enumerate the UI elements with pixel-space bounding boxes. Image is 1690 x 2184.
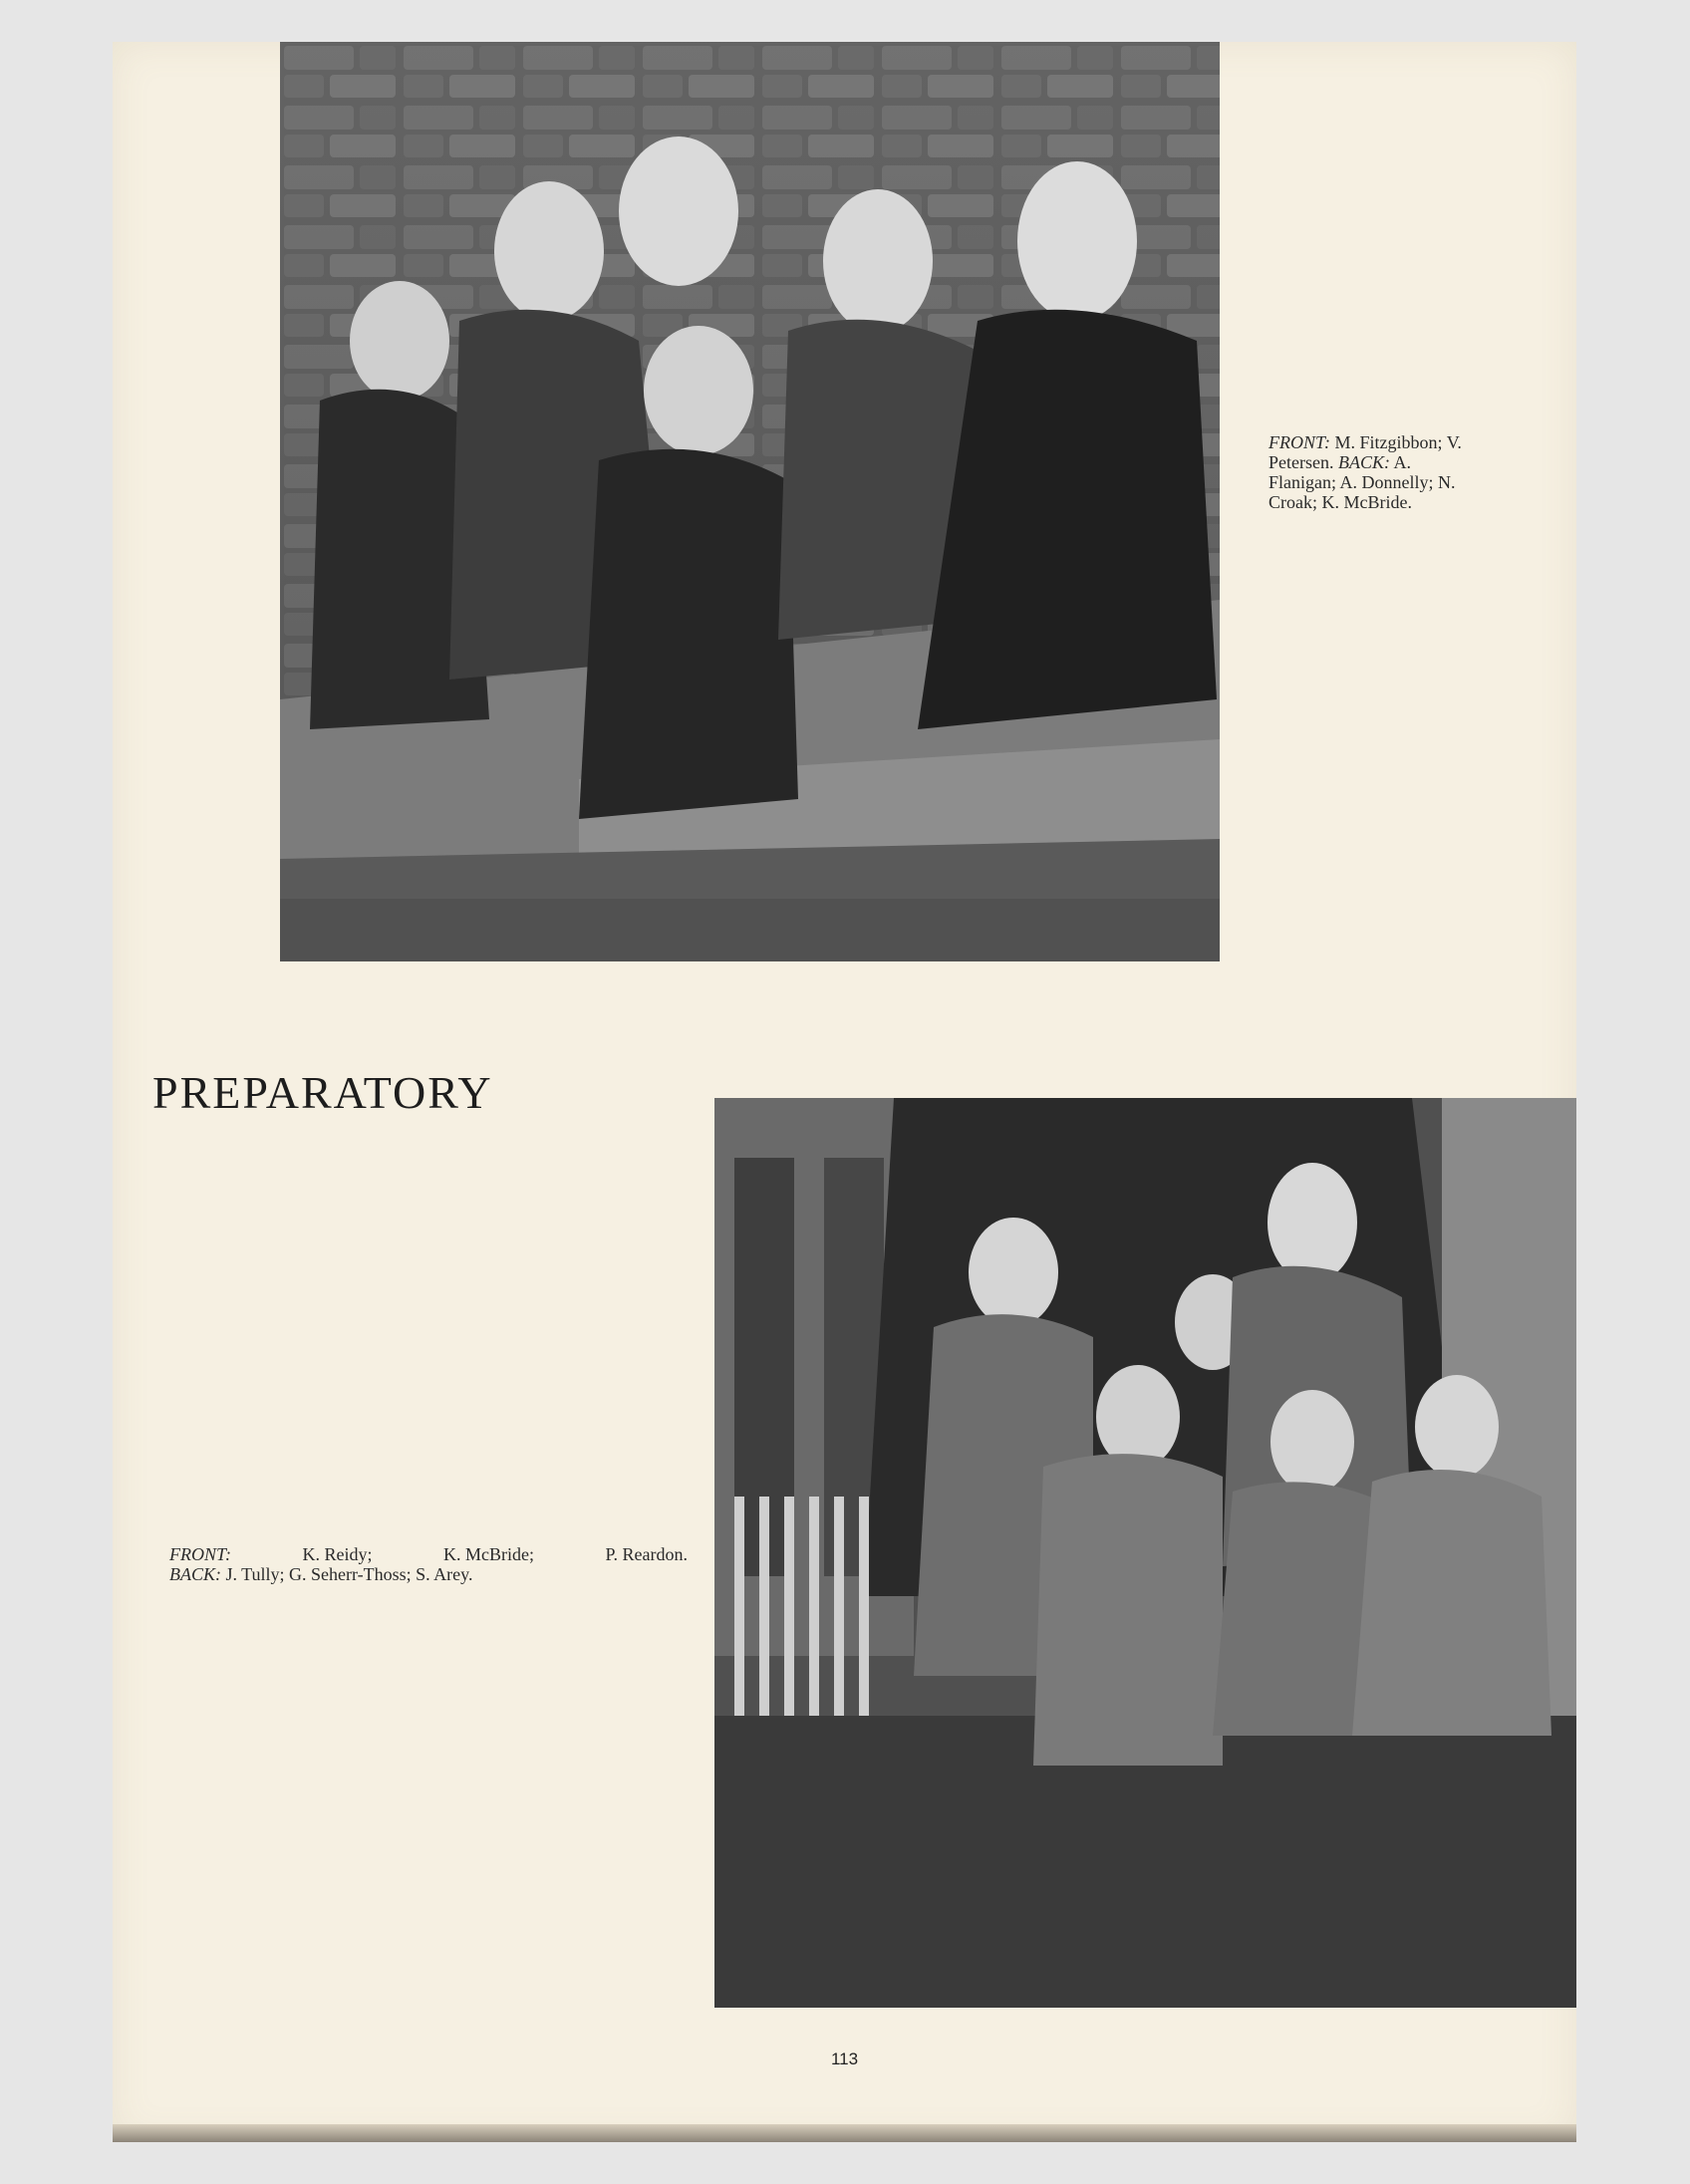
- front-name: K. McBride;: [443, 1544, 534, 1564]
- back-label: BACK:: [1337, 452, 1390, 472]
- caption-back-row: [169, 1564, 688, 1584]
- group-photo-garden: [714, 1098, 1576, 2008]
- section-heading: PREPARATORY: [152, 1067, 493, 1118]
- photo-caption-top: [1268, 432, 1468, 512]
- front-label: FRONT:: [169, 1544, 232, 1564]
- photo-caption-bottom: [169, 1544, 688, 1584]
- front-names: M. Fitzgibbon; V. Petersen.: [1268, 432, 1462, 472]
- page-number: 113: [830, 2049, 859, 2068]
- group-photo-steps: [280, 42, 1220, 961]
- back-names: J. Tully; G. Seherr-Thoss; S. Arey.: [225, 1564, 473, 1584]
- front-name: K. Reidy;: [302, 1544, 373, 1564]
- page-edge: [113, 2124, 1576, 2142]
- back-names: A. Flanigan; A. Donnelly; N. Croak; K. McBride.: [1268, 452, 1456, 512]
- photo-garden-illustration: [714, 1098, 1576, 2008]
- back-label: BACK:: [169, 1564, 221, 1584]
- caption-front-row: [169, 1544, 688, 1564]
- front-label: FRONT:: [1268, 432, 1331, 452]
- photo-steps-illustration: [280, 42, 1220, 961]
- yearbook-page: [113, 42, 1576, 2142]
- front-name: P. Reardon.: [605, 1544, 688, 1564]
